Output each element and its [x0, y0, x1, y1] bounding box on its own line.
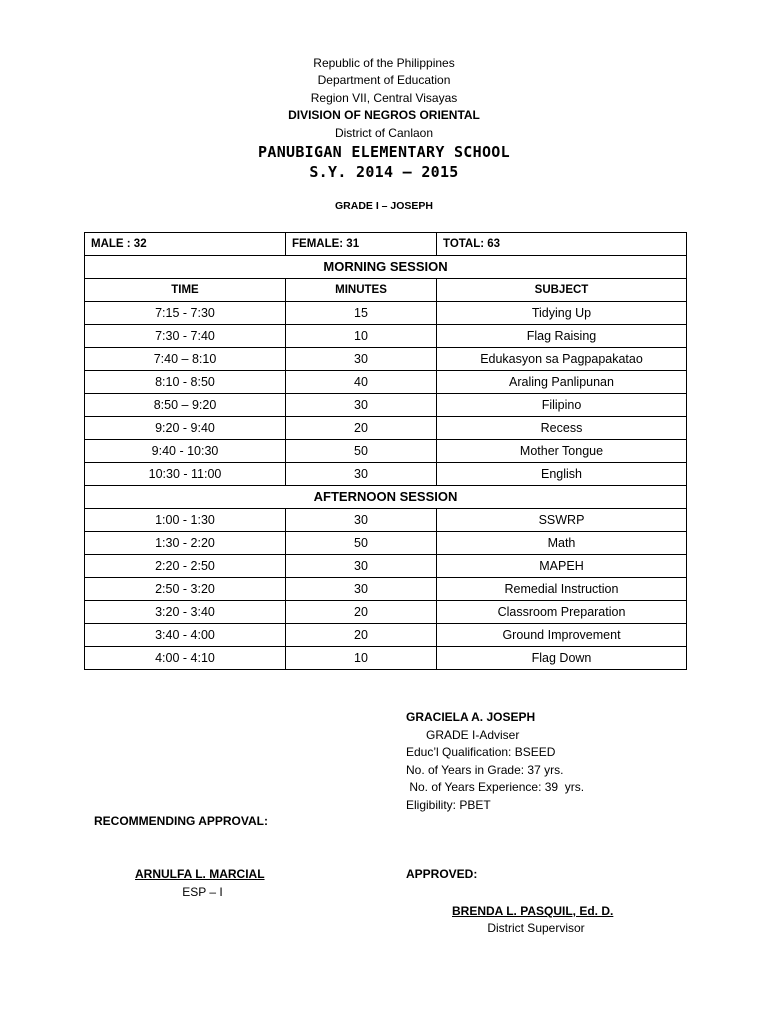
minutes-cell: 50 — [286, 532, 437, 555]
morning-schedule-row — [85, 325, 687, 348]
approved-name: BRENDA L. PASQUIL, Ed. D. — [452, 904, 614, 918]
morning-schedule-row — [85, 463, 687, 486]
subject-cell: Tidying Up — [437, 302, 687, 325]
minutes-cell: 30 — [286, 555, 437, 578]
header-region: Region VII, Central Visayas — [310, 91, 458, 105]
minutes-cell: 30 — [286, 394, 437, 417]
afternoon-schedule-row — [85, 601, 687, 624]
subject-cell: Flag Down — [437, 647, 687, 670]
time-cell: 2:50 - 3:20 — [85, 578, 286, 601]
subject-cell: Ground Improvement — [437, 624, 687, 647]
minutes-cell: 20 — [286, 417, 437, 440]
total-count: TOTAL: 63 — [437, 233, 687, 256]
minutes-cell: 20 — [286, 601, 437, 624]
morning-schedule-row — [85, 417, 687, 440]
header-division: DIVISION OF NEGROS ORIENTAL — [288, 108, 480, 122]
approved-position: District Supervisor — [487, 921, 585, 935]
school-name: PANUBIGAN ELEMENTARY SCHOOL — [258, 143, 510, 161]
subject-cell: Araling Panlipunan — [437, 371, 687, 394]
adviser-block — [406, 709, 584, 814]
time-cell: 3:20 - 3:40 — [85, 601, 286, 624]
subject-cell: Math — [437, 532, 687, 555]
recommending-position: ESP – I — [182, 885, 223, 899]
recommending-label: RECOMMENDING APPROVAL: — [94, 814, 268, 828]
adviser-name: GRACIELA A. JOSEPH — [406, 710, 536, 724]
morning-session-row — [85, 256, 687, 279]
time-cell: 4:00 - 4:10 — [85, 647, 286, 670]
afternoon-schedule-row — [85, 624, 687, 647]
morning-schedule-row — [85, 394, 687, 417]
subject-cell: Edukasyon sa Pagpapakatao — [437, 348, 687, 371]
adviser-years-grade: No. of Years in Grade: 37 yrs. — [406, 762, 564, 777]
time-cell: 1:00 - 1:30 — [85, 509, 286, 532]
afternoon-schedule-row — [85, 555, 687, 578]
afternoon-schedule-row — [85, 578, 687, 601]
subject-cell: MAPEH — [437, 555, 687, 578]
subject-cell: Recess — [437, 417, 687, 440]
subject-cell: Flag Raising — [437, 325, 687, 348]
subject-cell: Remedial Instruction — [437, 578, 687, 601]
recommending-name: ARNULFA L. MARCIAL — [135, 867, 265, 881]
afternoon-schedule-row — [85, 532, 687, 555]
subject-cell: Classroom Preparation — [437, 601, 687, 624]
time-cell: 10:30 - 11:00 — [85, 463, 286, 486]
column-header-time: TIME — [85, 279, 286, 302]
adviser-years-experience: No. of Years Experience: 39 yrs. — [406, 780, 585, 794]
minutes-cell: 20 — [286, 624, 437, 647]
morning-schedule-row — [85, 371, 687, 394]
time-cell: 7:30 - 7:40 — [85, 325, 286, 348]
male-count: MALE : 32 — [85, 233, 286, 256]
minutes-cell: 10 — [286, 325, 437, 348]
morning-session-title: MORNING SESSION — [85, 256, 687, 279]
morning-schedule-row — [85, 302, 687, 325]
subject-cell: English — [437, 463, 687, 486]
afternoon-session-row — [85, 486, 687, 509]
afternoon-rows — [85, 509, 687, 670]
subject-cell: SSWRP — [437, 509, 687, 532]
column-header-row — [85, 279, 687, 302]
minutes-cell: 30 — [286, 578, 437, 601]
schedule-table — [84, 232, 687, 670]
time-cell: 2:20 - 2:50 — [85, 555, 286, 578]
morning-schedule-row — [85, 440, 687, 463]
afternoon-schedule-row — [85, 647, 687, 670]
time-cell: 9:40 - 10:30 — [85, 440, 286, 463]
time-cell: 7:15 - 7:30 — [85, 302, 286, 325]
female-count: FEMALE: 31 — [286, 233, 437, 256]
school-year: S.Y. 2014 – 2015 — [309, 163, 459, 181]
morning-schedule-row — [85, 348, 687, 371]
time-cell: 7:40 – 8:10 — [85, 348, 286, 371]
grade-section: GRADE I – JOSEPH — [334, 200, 434, 212]
header-republic: Republic of the Philippines — [313, 56, 455, 70]
minutes-cell: 15 — [286, 302, 437, 325]
subject-cell: Filipino — [437, 394, 687, 417]
column-header-subject: SUBJECT — [437, 279, 687, 302]
approved-label: APPROVED: — [406, 867, 478, 881]
minutes-cell: 30 — [286, 348, 437, 371]
adviser-qualification: Educ’l Qualification: BSEED — [406, 745, 556, 759]
time-cell: 8:50 – 9:20 — [85, 394, 286, 417]
header-department: Department of Education — [317, 73, 451, 87]
afternoon-session-title: AFTERNOON SESSION — [85, 486, 687, 509]
minutes-cell: 30 — [286, 463, 437, 486]
morning-rows — [85, 302, 687, 486]
minutes-cell: 30 — [286, 509, 437, 532]
time-cell: 3:40 - 4:00 — [85, 624, 286, 647]
time-cell: 9:20 - 9:40 — [85, 417, 286, 440]
minutes-cell: 50 — [286, 440, 437, 463]
column-header-minutes: MINUTES — [286, 279, 437, 302]
time-cell: 8:10 - 8:50 — [85, 371, 286, 394]
adviser-role: GRADE I-Adviser — [426, 727, 520, 742]
minutes-cell: 40 — [286, 371, 437, 394]
afternoon-schedule-row — [85, 509, 687, 532]
minutes-cell: 10 — [286, 647, 437, 670]
header-district: District of Canlaon — [334, 126, 434, 140]
time-cell: 1:30 - 2:20 — [85, 532, 286, 555]
subject-cell: Mother Tongue — [437, 440, 687, 463]
adviser-eligibility: Eligibility: PBET — [406, 797, 491, 812]
counts-row — [85, 233, 687, 256]
